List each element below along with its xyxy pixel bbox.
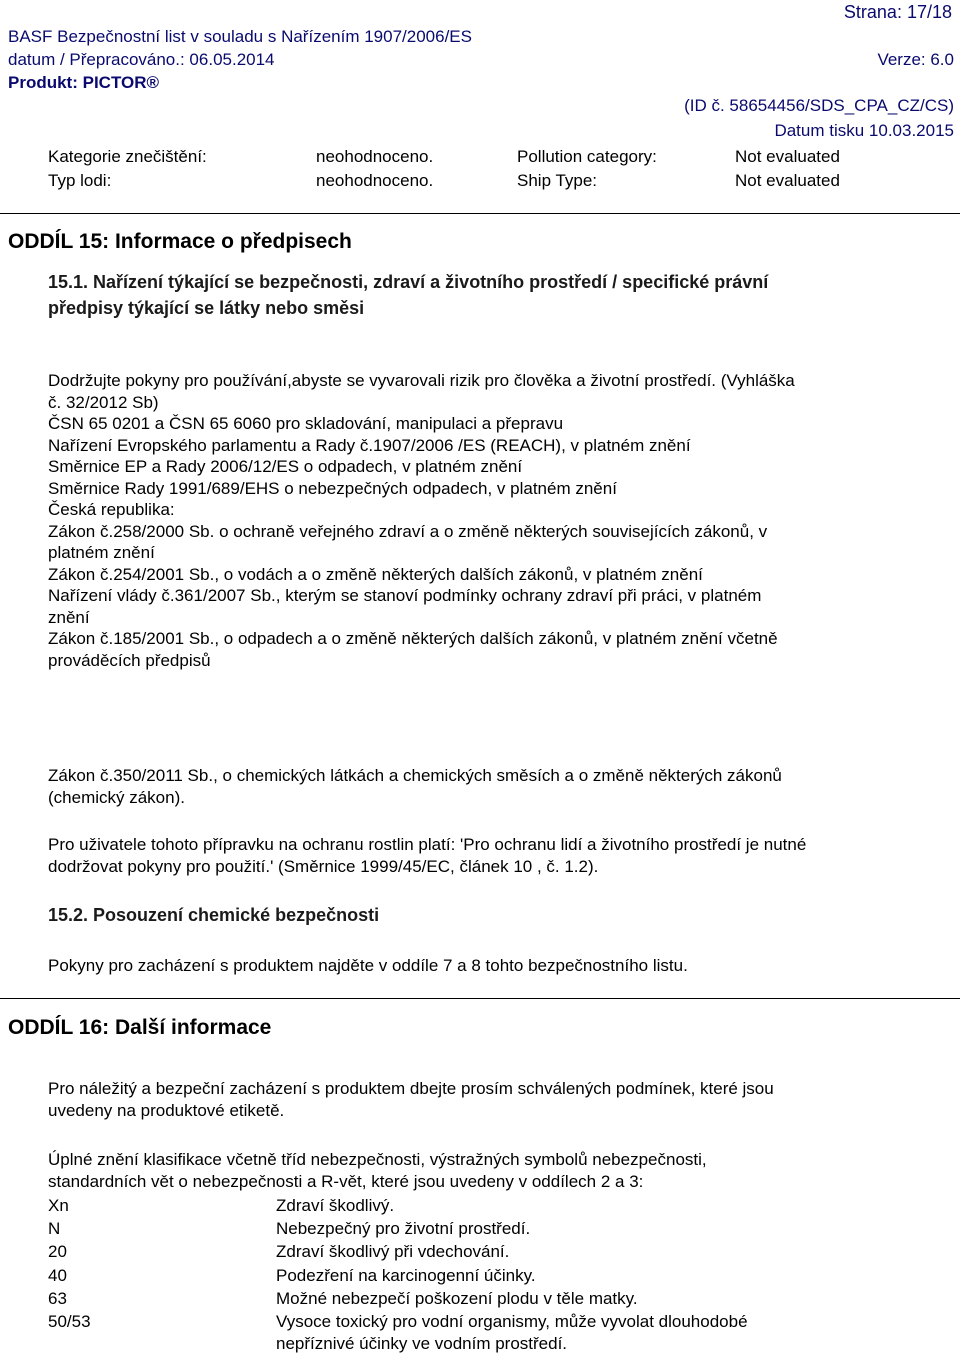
- regulation-line: ČSN 65 0201 a ČSN 65 6060 pro skladování, manipulaci a přepravu: [48, 414, 564, 433]
- section-15-2-title: 15.2. Posouzení chemické bezpečnosti: [48, 905, 380, 925]
- section-16-intro: [48, 1078, 928, 1121]
- pollution-category-value-en: Not evaluated: [735, 147, 840, 166]
- regulation-line: Směrnice Rady 1991/689/EHS o nebezpečných odpadech, v platném znění: [48, 478, 617, 498]
- phrase-code: 20: [48, 1242, 67, 1261]
- regulation-line: Zákon č.254/2001 Sb., o vodách a o změně některých dalších zákonů, v platném znění: [48, 564, 703, 584]
- ship-type-label: Typ lodi:: [48, 171, 112, 190]
- regulation-line: Dodržujte pokyny pro používání,abyste se vyvarovali rizik pro člověka a životní prostředí. (Vyhláška: [48, 371, 795, 390]
- pollution-category-label: Kategorie znečištění:: [48, 147, 207, 166]
- product-name: Produkt: PICTOR®: [8, 73, 160, 92]
- phrase-text: Vysoce toxický pro vodní organismy, může vyvolat dlouhodobé: [276, 1312, 748, 1331]
- doc-title: BASF Bezpečnostní list v souladu s Nařízením 1907/2006/ES: [8, 27, 472, 46]
- pollution-category-value: neohodnoceno.: [316, 147, 434, 166]
- phrase-text: Nebezpečný pro životní prostředí.: [276, 1219, 531, 1238]
- phrase-code: 63: [48, 1289, 67, 1308]
- revision-date: datum / Přepracováno.: 06.05.2014: [8, 50, 275, 69]
- regulations-list: [48, 370, 928, 671]
- page-number: Strana: 17/18: [843, 2, 952, 22]
- ship-type-value-en: Not evaluated: [735, 171, 840, 190]
- phrase-text-continuation: nepříznivé účinky ve vodním prostředí.: [276, 1334, 568, 1353]
- full-text-line: standardních vět o nebezpečnosti a R-vět, které jsou uvedeny v oddílech 2 a 3:: [48, 1171, 644, 1191]
- phrase-code: N: [48, 1219, 61, 1238]
- intro-line: Pro náležitý a bezpeční zacházení s produktem dbejte prosím schválených podmínek, které jsou: [48, 1079, 774, 1098]
- full-text-line: Úplné znění klasifikace včetně tříd nebezpečnosti, výstražných symbolů nebezpečnosti,: [48, 1150, 707, 1169]
- regulation-line: prováděcích předpisů: [48, 650, 211, 670]
- intro-line: uvedeny na produktové etiketě.: [48, 1100, 285, 1120]
- phrase-code: Xn: [48, 1196, 69, 1215]
- regulation-line: znění: [48, 607, 90, 627]
- regulation-line: Česká republika:: [48, 500, 175, 519]
- version: Verze: 6.0: [877, 50, 954, 69]
- regulation-line: platném znění: [48, 543, 155, 562]
- ship-type-value: neohodnoceno.: [316, 171, 434, 190]
- regulation-line: Nařízení vlády č.361/2007 Sb., kterým se stanoví podmínky ochrany zdraví při práci, v platném: [48, 586, 762, 605]
- phrase-text: Možné nebezpečí poškození plodu v těle matky.: [276, 1289, 638, 1308]
- print-date: Datum tisku 10.03.2015: [774, 121, 954, 140]
- section-15-title: ODDÍL 15: Informace o předpisech: [8, 230, 352, 253]
- regulation-line: Zákon č.185/2001 Sb., o odpadech a o změně některých dalších zákonů, v platném znění včetně: [48, 629, 778, 648]
- regulation-line: Zákon č.258/2000 Sb. o ochraně veřejného zdraví a o změně některých souvisejících zákonů, v: [48, 521, 768, 541]
- section-15-2-text: Pokyny pro zacházení s produktem najděte v oddíle 7 a 8 tohto bezpečnostního listu.: [48, 956, 688, 975]
- section-16-title: ODDÍL 16: Další informace: [8, 1016, 272, 1039]
- phrase-text: Zdraví škodlivý.: [276, 1196, 395, 1215]
- phrase-text: Zdraví škodlivý při vdechování.: [276, 1242, 510, 1261]
- phrase-code: 40: [48, 1266, 67, 1285]
- regulation-line: Směrnice EP a Rady 2006/12/ES o odpadech, v platném znění: [48, 457, 523, 476]
- section-15-1-title-line1: 15.1. Nařízení týkající se bezpečnosti, zdraví a životního prostředí / specifické právní: [48, 272, 769, 292]
- full-text-intro: [48, 1149, 928, 1192]
- pollution-category-label-en: Pollution category:: [517, 147, 657, 166]
- regulation-line: Nařízení Evropského parlamentu a Rady č.1907/2006 /ES (REACH), v platném znění: [48, 435, 691, 455]
- chemical-law-line: (chemický zákon).: [48, 787, 185, 807]
- section-15-1-title-line2: předpisy týkající se látky nebo směsi: [48, 298, 365, 318]
- chemical-law-line: Zákon č.350/2011 Sb., o chemických látkách a chemických směsích a o změně některých zákonů: [48, 766, 782, 785]
- section-divider: [0, 998, 960, 999]
- regulation-line: č. 32/2012 Sb): [48, 392, 159, 412]
- user-note-line: dodržovat pokyny pro použití.' (Směrnice 1999/45/EC, článek 10 , č. 1.2).: [48, 856, 599, 876]
- ship-type-label-en: Ship Type:: [517, 171, 598, 190]
- chemical-law: [48, 765, 928, 808]
- document-id: (ID č. 58654456/SDS_CPA_CZ/CS): [684, 96, 954, 115]
- section-divider: [0, 213, 960, 214]
- phrase-code: 50/53: [48, 1312, 91, 1331]
- user-note-line: Pro uživatele tohoto přípravku na ochranu rostlin platí: 'Pro ochranu lidí a životního prostředí je nutné: [48, 835, 807, 854]
- phrase-text: Podezření na karcinogenní účinky.: [276, 1266, 536, 1285]
- user-note: [48, 834, 928, 877]
